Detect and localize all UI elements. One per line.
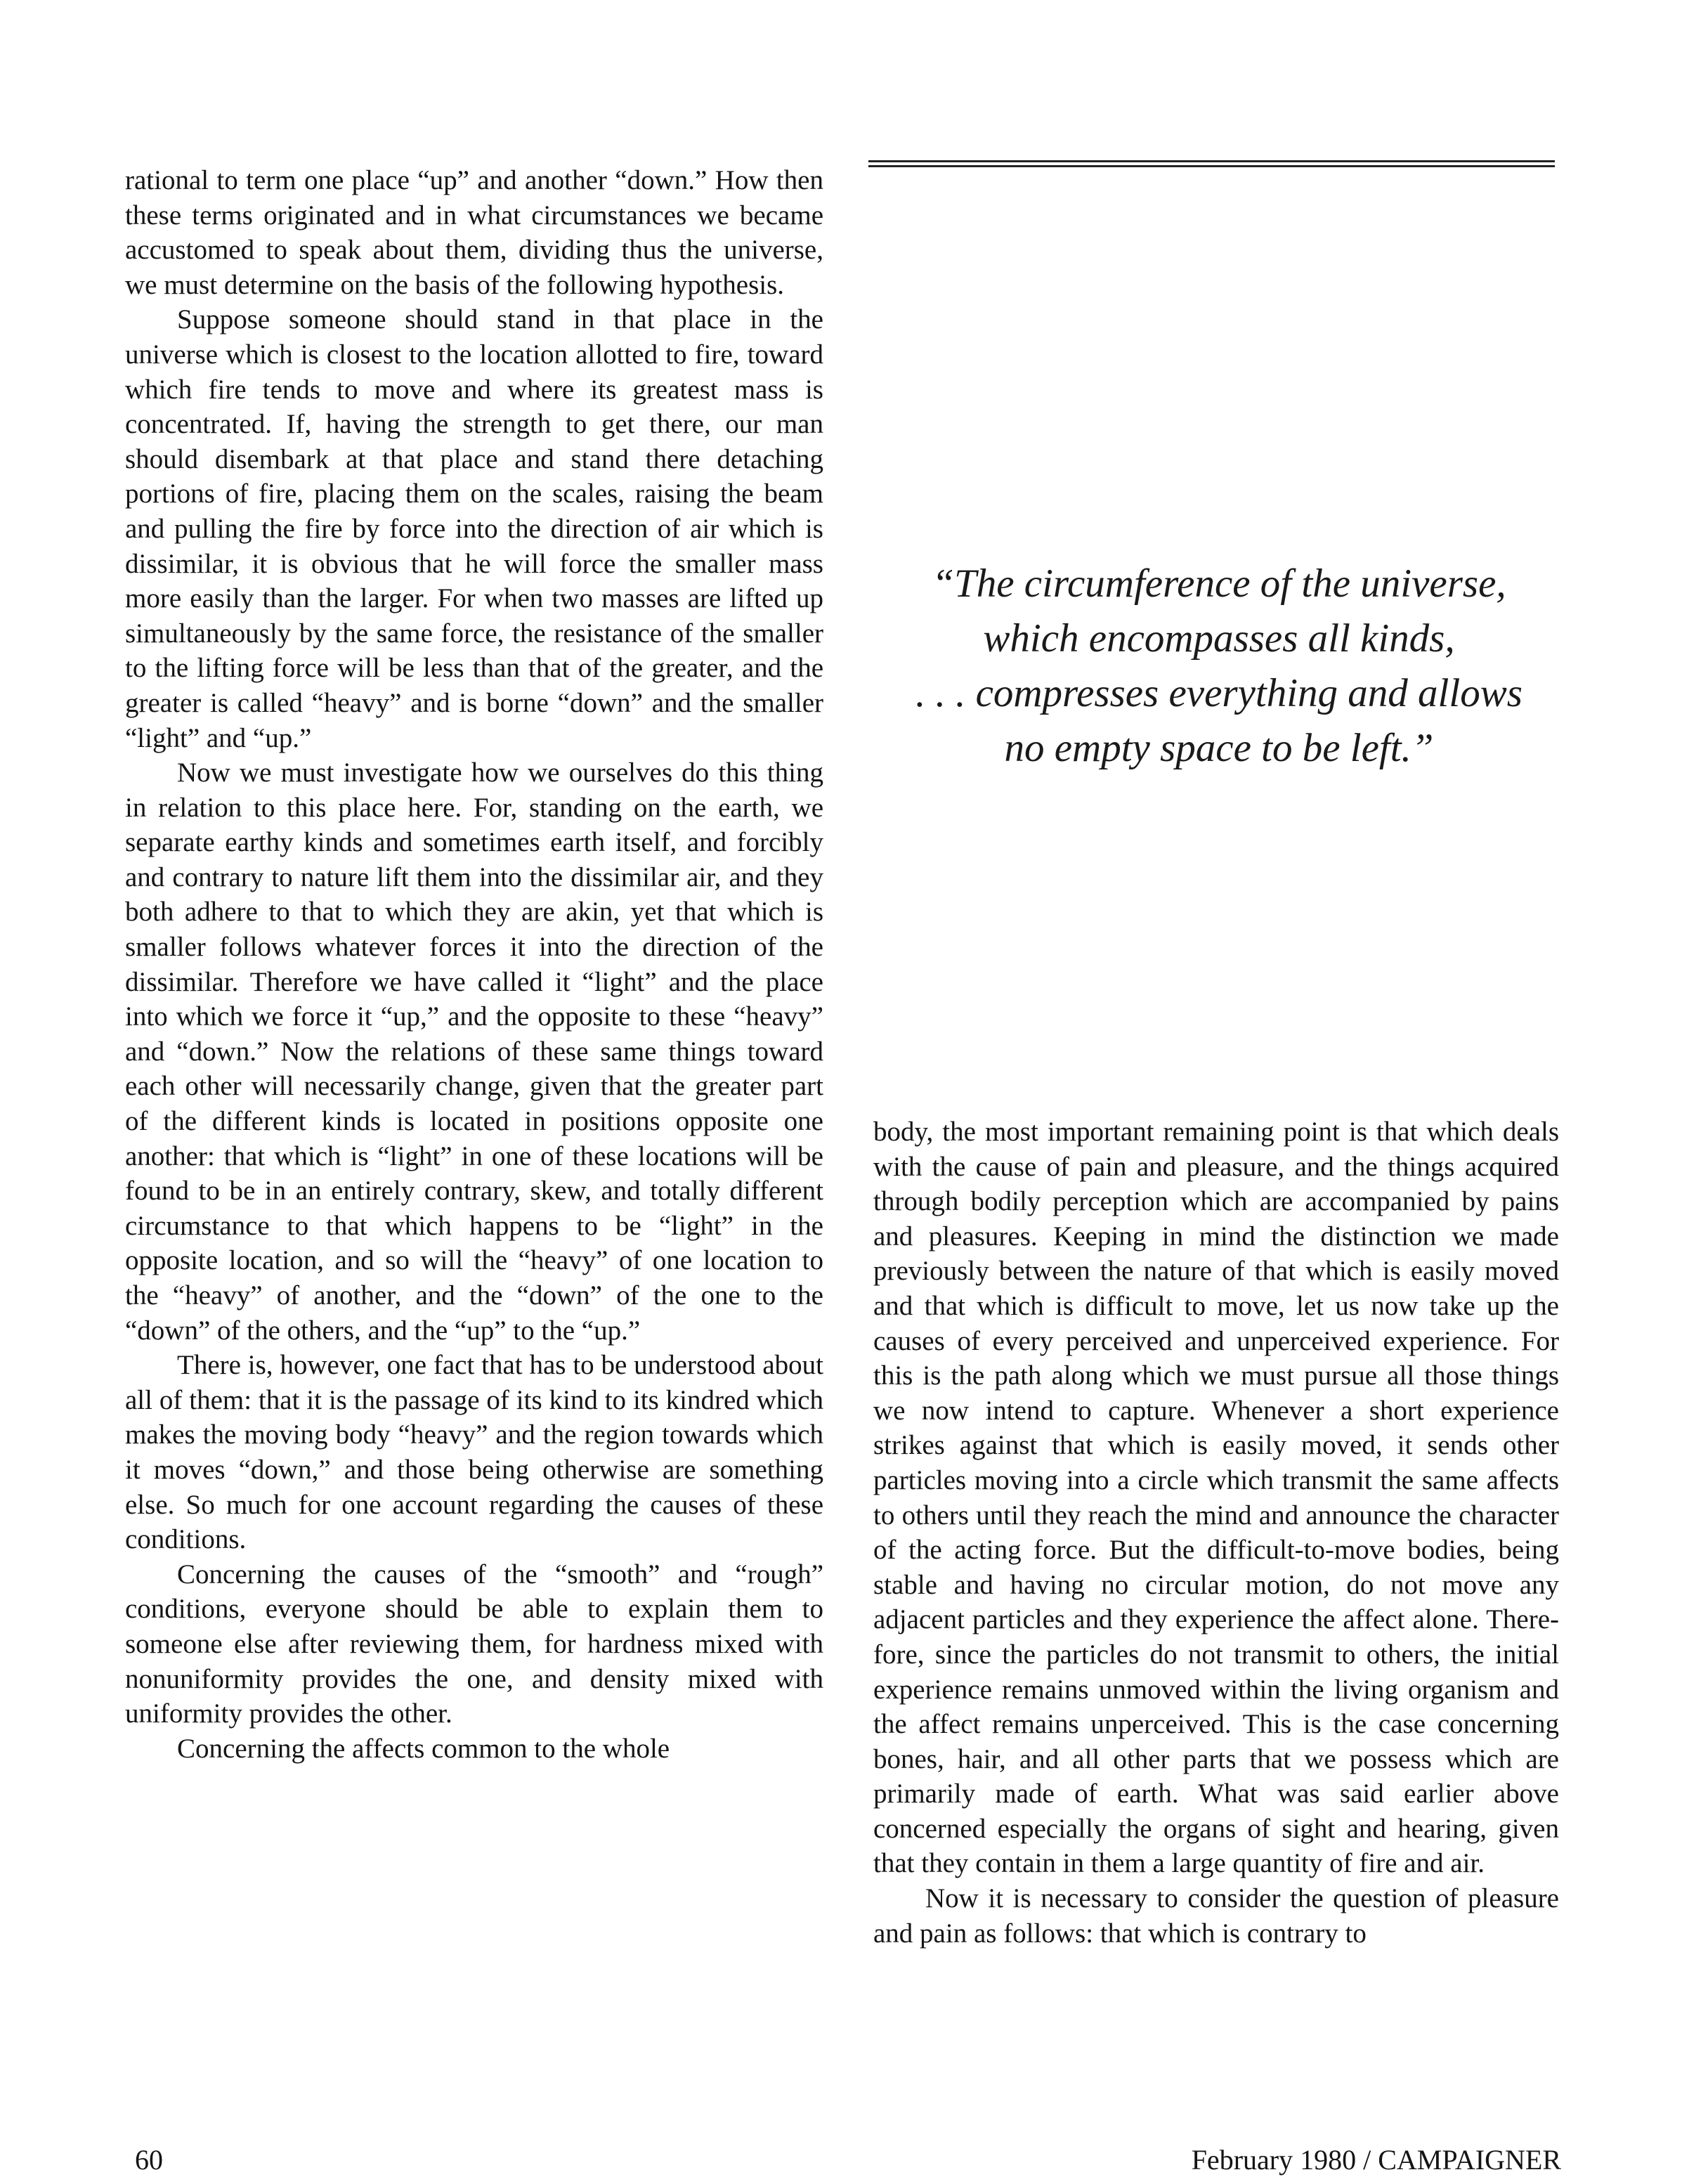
paragraph: Concerning the affects common to the whole	[177, 1733, 670, 1764]
paragraph: rational to term one place “up” and another “down.” How then these terms originated and in what circumstances we became accustomed to speak about them, dividing thus the universe, we must determine on the basis of the following hypothesis.	[125, 165, 823, 300]
double-rule-divider	[868, 160, 1555, 167]
right-text-column	[873, 1114, 1559, 1951]
paragraph: Now it is necessary to consider the question of pleasure and pain as follows: that which is contrary to	[873, 1883, 1559, 1949]
paragraph: body, the most important remaining point is that which deals with the cause of pain and pleasure, and the things acquired through bodily perception which are accompanied by pains and pleasures. Keeping in mind the distinction we made previously between the nature of that which is easily moved and that which is difficult to move, let us now take up the causes of every perceived and unperceived experience. For this is the path along which we must pursue all those things we now intend to capture. Whenever a short experience strikes against that which is easily moved, it sends other particles moving into a circle which transmit the same affects to others until they reach the mind and announce the character of the acting force. But the difficult-to-move bodies, being stable and having no circular motion, do not move any adjacent particles and they experience the affect alone. Therefore, since the particles do not transmit to others, the initial experience remains unmoved within the living organism and the affect remains unperceived. This is the case concerning bones, hair, and all other parts that we possess which are primarily made of earth. What was said earlier above concerned especially the organs of sight and hearing, given that they contain in them a large quantity of fire and air.	[873, 1117, 1559, 1879]
page-number: 60	[135, 2144, 163, 2176]
pull-quote-line: which encompasses all kinds,	[983, 616, 1455, 661]
pull-quote-line: . . . compresses everything and allows	[915, 671, 1523, 715]
left-text-column	[125, 163, 823, 1766]
pull-quote-line: no empty space to be left.”	[1004, 726, 1434, 770]
paragraph: Concerning the causes of the “smooth” and “rough” conditions, everyone should be able to explain them to someone else after reviewing them, for hardness mixed with nonuniformity provides the one, and density mixed with uniformity provides the other.	[125, 1559, 823, 1729]
pull-quote-line: “The circumference of the universe,	[932, 561, 1506, 606]
paragraph: There is, however, one fact that has to be understood about all of them: that it is the passage of its kind to its kindred which makes the moving body “heavy” and the region towards which it moves “down,” and those being otherwise are something else. So much for one account regarding the causes of these conditions.	[125, 1350, 823, 1555]
running-footer: February 1980 / CAMPAIGNER	[1191, 2144, 1561, 2176]
paragraph: Now we must investigate how we ourselves do this thing in relation to this place here. For, standing on the earth, we separate earthy kinds and sometimes earth itself, and forcibly and contrary to nature lift them into the dissimilar air, and they both adhere to that to which they are akin, yet that which is smaller follows whatever forces it into the direction of the dissimilar. Therefore we have called it “light” and the place into which we force it “up,” and the opposite to these “heavy” and “down.” Now the relations of these same things toward each other will necessarily change, given that the greater part of the different kinds is located in positions opposite one another: that which is “light” in one of these locations will be found to be in an entirely contrary, skew, and totally different circumstance to that which happens to be “light” in the opposite location, and so will the “heavy” of one location to the “heavy” of another, and the “down” of the one to the “down” of the others, and the “up” to the “up.”	[125, 758, 823, 1346]
paragraph: Suppose someone should stand in that place in the universe which is closest to the location allotted to fire, toward which fire tends to move and where its greatest mass is concentrated. If, having the strength to get there, our man should disembark at that place and stand there detaching portions of fire, placing them on the scales, raising the beam and pulling the fire by force into the direction of air which is dissimilar, it is obvious that he will force the smaller mass more easily than the larger. For when two masses are lifted up simultaneously by the same force, the resistance of the smaller to the lifting force will be less than that of the greater, and the greater is called “heavy” and is borne “down” and the smaller “light” and “up.”	[125, 304, 823, 753]
pull-quote	[850, 557, 1588, 776]
